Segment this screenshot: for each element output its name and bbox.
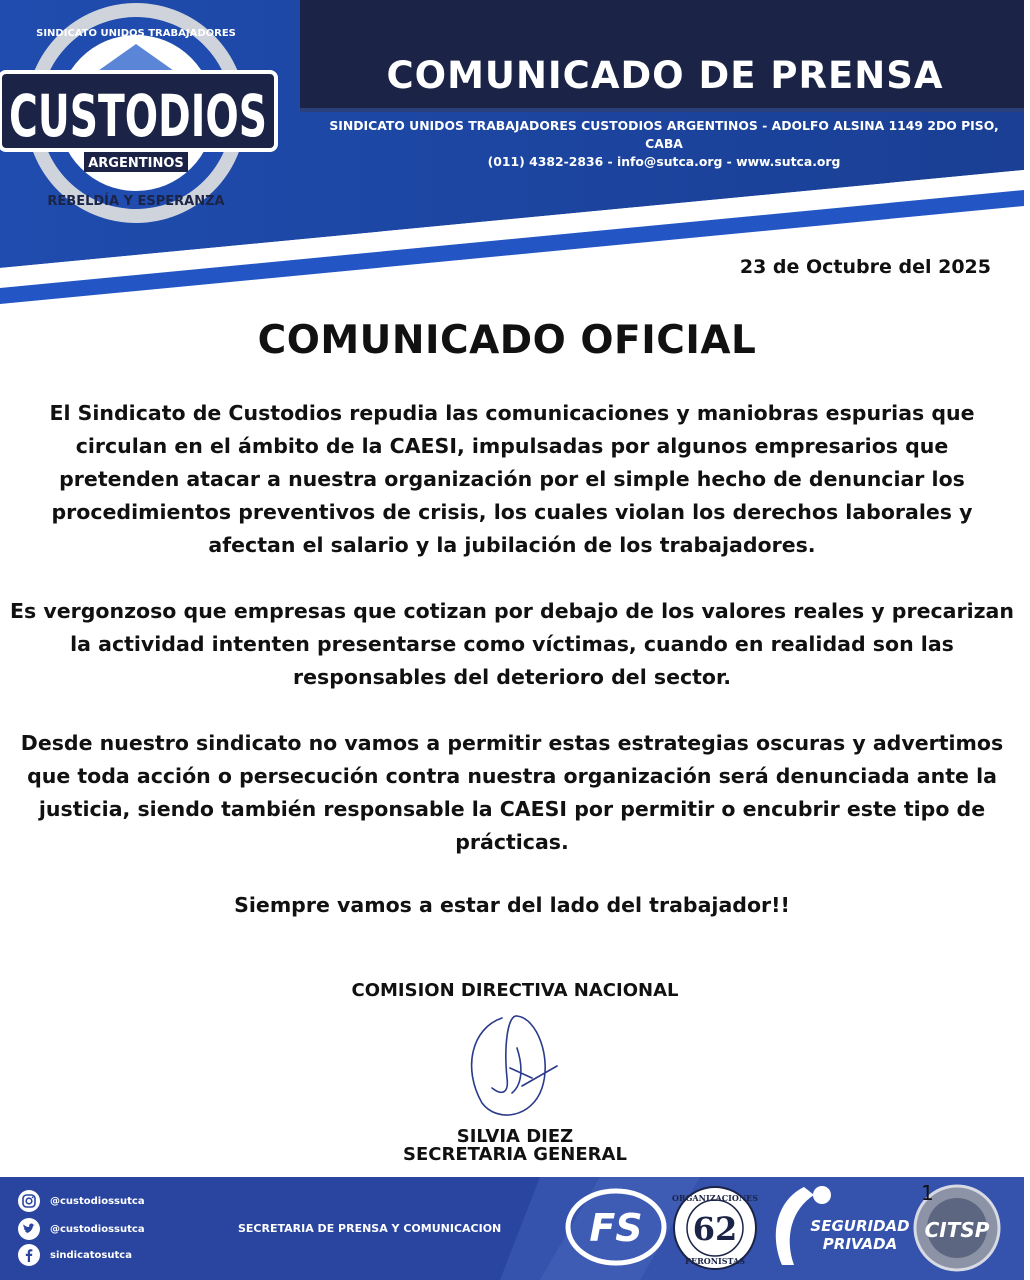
facebook-icon [18,1244,40,1266]
document-date: 23 de Octubre del 2025 [739,256,991,278]
closing-statement: Siempre vamos a estar del lado del trabajador!! [234,893,790,917]
footer-department: SECRETARIA DE PRENSA Y COMUNICACION [238,1222,502,1235]
social-twitter[interactable] [18,1218,145,1240]
logo-bottom-text: REBELDÍA Y ESPERANZA [47,194,225,209]
signing-body: COMISION DIRECTIVA NACIONAL [351,980,679,1001]
signer-role: SECRETARIA GENERAL [403,1144,627,1165]
logo-country-text: ARGENTINOS [88,156,184,171]
org62-number: 62 [692,1210,738,1248]
custodios-logo [0,0,276,226]
citsp-text: CITSP [924,1218,990,1242]
paragraph-1: El Sindicato de Custodios repudia las comunicaciones y maniobras espurias que circulan en el ámbito de la CAESI, impulsadas por algunos empresarios que pretenden atacar a nuestra organización por el simple hecho de denunciar los procedimientos preventivos de crisis, los cuales violan los derechos laborales y afectan el salario y la jubilación de los trabajadores. [49,401,975,557]
fs-logo [565,1187,667,1267]
document-title: COMUNICADO OFICIAL [257,318,757,363]
fs-logo-text: FS [589,1206,643,1250]
page-number: 1 [921,1181,934,1205]
logo-top-text: SINDICATO UNIDOS TRABAJADORES [36,28,236,39]
org62-top-text: ORGANIZACIONES [671,1193,759,1203]
signer-name: SILVIA DIEZ [456,1126,574,1147]
org62-bottom-text: PERONISTAS [684,1256,746,1266]
seguridad-privada-logo [764,1181,910,1275]
paragraph-3: Desde nuestro sindicato no vamos a permitir estas estrategias oscuras y advertimos que toda acción o persecución contra nuestra organización será denunciada ante la justicia, siendo también responsable la CAESI por permitir o encubrir este tipo de prácticas. [20,731,1004,854]
handwritten-signature [462,1008,572,1123]
instagram-handle: @custodiossutca [50,1195,145,1207]
social-facebook[interactable] [18,1244,132,1266]
footer-banner [0,1177,1024,1280]
header-contact [318,117,1010,171]
facebook-handle: sindicatosutca [50,1249,132,1261]
twitter-handle: @custodiossutca [50,1223,145,1235]
logo-main-text: CUSTODIOS [9,82,267,150]
seguridad-line2: PRIVADA [822,1235,898,1253]
instagram-icon [18,1190,40,1212]
header-title: COMUNICADO DE PRENSA [386,54,944,97]
social-instagram[interactable] [18,1190,145,1212]
seguridad-line1: SEGURIDAD [810,1217,910,1235]
header-address: SINDICATO UNIDOS TRABAJADORES CUSTODIOS ARGENTINOS - ADOLFO ALSINA 1149 2DO PISO, CABA [329,118,999,151]
paragraph-2: Es vergonzoso que empresas que cotizan por debajo de los valores reales y precarizan la actividad intenten presentarse como víctimas, cuando en realidad son las responsables del deterioro del sector. [10,599,1014,689]
signer-block [0,1128,1030,1164]
twitter-icon [18,1218,40,1240]
org62-logo [672,1184,758,1272]
header-contact-line: (011) 4382-2836 - info@sutca.org - www.sutca.org [487,154,841,169]
